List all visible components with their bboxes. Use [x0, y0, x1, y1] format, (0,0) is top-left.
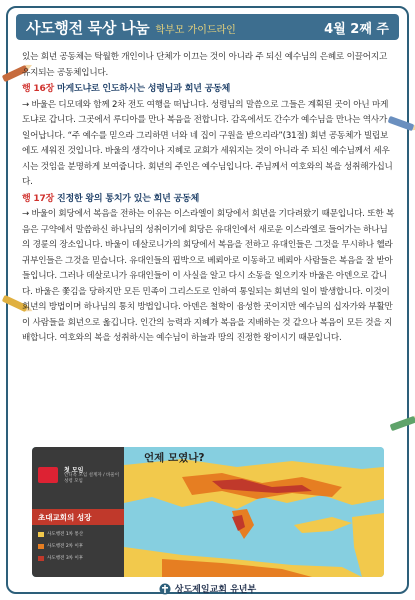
- section-chapter-tag: 행 17장: [22, 193, 55, 204]
- footer: [0, 582, 415, 595]
- panel-description: 안디옥 모임 설계자 / 바울이 성령 모임: [64, 473, 120, 484]
- page-title: 사도행전 묵상 나눔: [26, 18, 150, 37]
- map-legend-panel: [32, 447, 124, 577]
- legend-label: 사도행전 2차 이후: [47, 544, 84, 549]
- legend-row: [38, 555, 122, 561]
- page-subtitle: 학부모 가이드라인: [155, 24, 236, 36]
- content-body: [22, 50, 395, 347]
- intro-paragraph: 있는 회년 공동체는 탁월한 개인이나 단체가 이끄는 것이 아니라 주 되신 예수님의 은혜로 이끌어지고 유지되는 공동체입니다.: [22, 52, 388, 78]
- panel-heading: 초대교회의 성장: [32, 509, 124, 525]
- church-name: 상도제일교회 유년부: [174, 585, 257, 595]
- flag-icon: [38, 467, 58, 483]
- legend-row: [38, 531, 122, 537]
- legend-swatch: [38, 556, 44, 561]
- section-text: → 바울은 디모데와 함께 2차 전도 여행을 떠납니다. 성령님의 말씀으로 그들은 계획된 곳이 아닌 마게도냐로 갑니다. 그곳에서 루디아를 만나 복음을 전합니다. 감옥에서도 간수가 예수님을 만나는 역사가 일어납니다. “주 예수를 믿으라 그리하면 너와 네 집이 구원을 받으리라”(31절) 회년 공동체가 빌립보에도 세워진 것입니다. 바울의 생각이나 지혜로 교회가 세워지는 것이 아니라 주 되신 예수님께서 세우시는 것임을 분명하게 보여줍니다. 회년의 주인은 예수님입니다. 주님께서 여호와의 복을 성취해가십니다.: [22, 99, 393, 187]
- map-question-label: 언제 모였나?: [144, 452, 205, 464]
- header-banner: [16, 14, 399, 40]
- legend-row: [38, 543, 122, 549]
- church-growth-map: [32, 447, 384, 577]
- panel-title: 첫 모임: [64, 467, 84, 474]
- section-heading: [22, 192, 395, 208]
- legend-swatch: [38, 532, 44, 537]
- legend-label: 사도행전 1차 통산: [47, 532, 84, 537]
- section-text: → 바울이 회당에서 복음을 전하는 이유는 이스라엘이 회당에서 회년을 기다려왔기 때문입니다. 또한 복음은 구약에서 말씀하신 하나님의 성취이기에 회당은 유대인에서 새로운 이스라엘로 들어가는 하나님의 경륜의 장소입니다. 바울이 데살로니가의 회당에서 복음을 전하고 유대인들은 그것을 무시하나 헬라 귀부인들은 그것을 믿습니다. 유대인들의 핍박으로 베뢰아로 이동하고 베뢰아 사람들은 복음을 잘 받아들입니다. 그러나 데살로니가 유대인들이 이 사실을 알고 다시 소동을 일으키자 바울은 아덴으로 갑니다. 바울은 쫓김을 당하지만 모든 민족이 그리스도로 인하여 통일되는 회년의 일이 발생합니다. 이것이 회년의 방법이며 하나님의 통치 방법입니다. 아덴은 철학이 융성한 곳이지만 예수님의 십자가와 부활만이 사람들을 회년으로 옮깁니다. 인간의 능력과 지혜가 복음을 지배하는 것 같으나 복음이 모든 것을 지배합니다. 여호와의 복을 성취하시는 예수님이 하늘과 땅의 진정한 왕이시기 때문입니다.: [22, 209, 395, 343]
- section-title: 마게도냐로 인도하시는 성령님과 회년 공동체: [56, 84, 231, 94]
- section-heading: [22, 82, 395, 98]
- section-chapter-tag: 행 16장: [22, 84, 55, 94]
- legend-label: 사도행전 3차 이후: [47, 556, 84, 561]
- week-label: 4월 2째 주: [324, 21, 389, 37]
- legend-swatch: [38, 544, 44, 549]
- church-logo-icon: [159, 583, 171, 595]
- section-title: 진정한 왕의 통치가 있는 회년 공동체: [56, 193, 200, 204]
